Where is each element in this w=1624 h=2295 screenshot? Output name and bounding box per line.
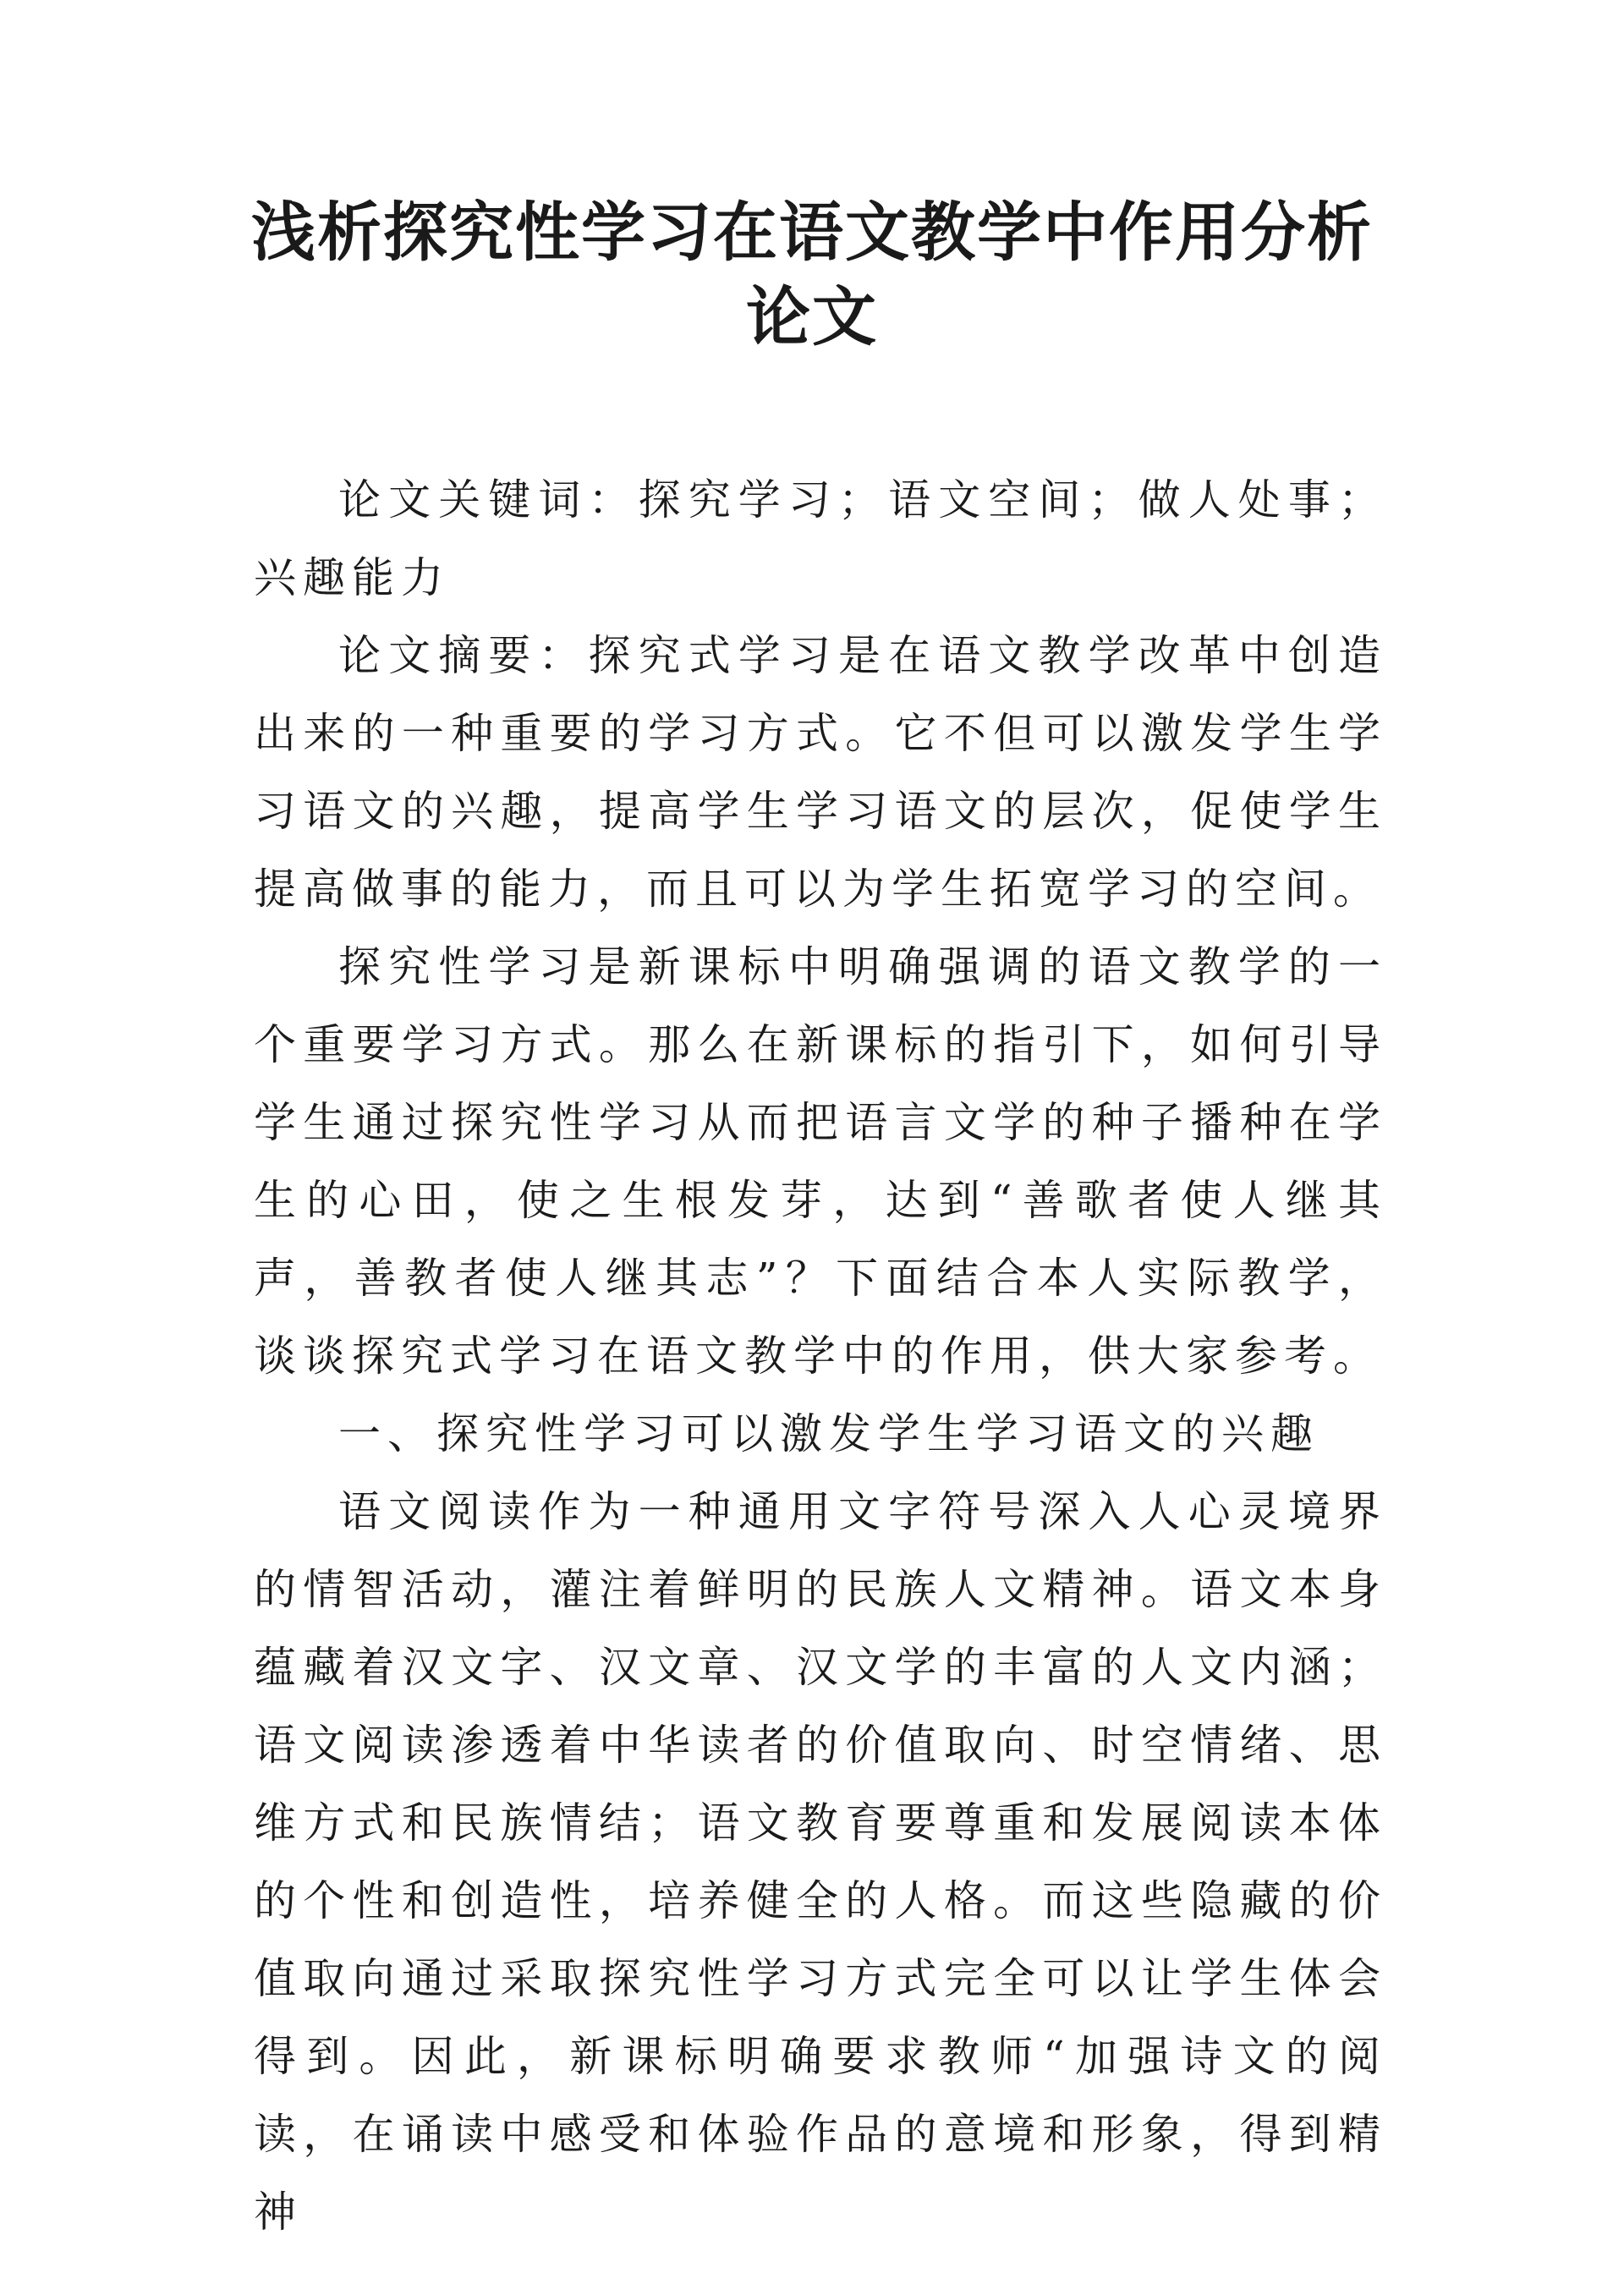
document-title: 浅析探究性学习在语文教学中作用分析论文 [251,195,1373,354]
abstract-paragraph: 论文摘要：探究式学习是在语文教学改革中创造出来的一种重要的学习方式。它不但可以激发学生学习语文的兴趣，提高学生学习语文的层次，促使学生提高做事的能力，而且可以为学生拓宽学习的空间。 [254,631,1387,914]
section-heading: 一、探究性学习可以激发学生学习语文的兴趣 [338,1409,1320,1458]
intro-paragraph: 探究性学习是新课标中明确强调的语文教学的一个重要学习方式。那么在新课标的指引下，如何引导学生通过探究性学习从而把语言文学的种子播种在学生的心田，使之生根发芽，达到“善歌者使人继其声，善教者使人继其志”？下面结合本人实际教学，谈谈探究式学习在语文教学中的作用，供大家参考。 [254,942,1387,1381]
document-body [254,461,1387,2251]
keywords-paragraph: 论文关键词：探究学习；语文空间；做人处事；兴趣能力 [254,475,1387,602]
body-paragraph: 语文阅读作为一种通用文字符号深入人心灵境界的情智活动，灌注着鲜明的民族人文精神。语文本身蕴藏着汉文字、汉文章、汉文学的丰富的人文内涵；语文阅读渗透着中华读者的价值取向、时空情绪、思维方式和民族情结；语文教育要尊重和发展阅读本体的个性和创造性，培养健全的人格。而这些隐藏的价值取向通过采取探究性学习方式完全可以让学生体会得到。因此，新课标明确要求教师“加强诗文的阅读，在诵读中感受和体验作品的意境和形象，得到精神 [254,1487,1387,2237]
